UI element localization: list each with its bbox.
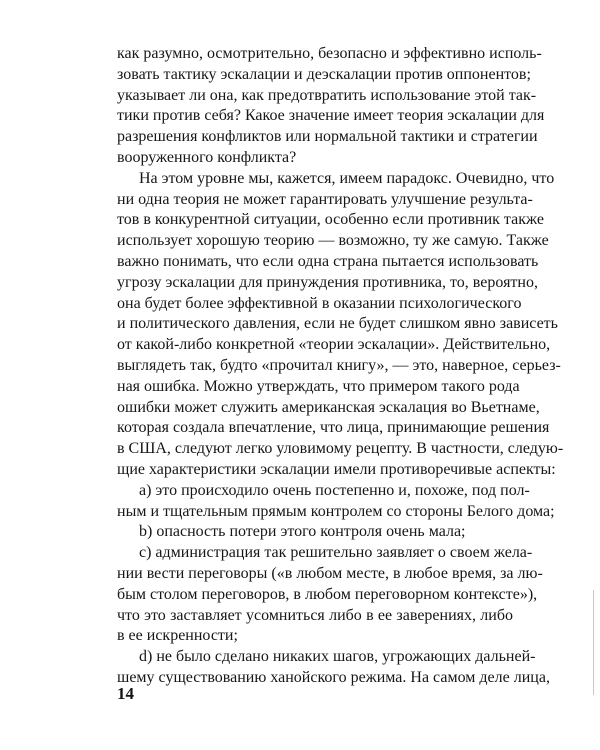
page-edge-shadow bbox=[593, 590, 594, 695]
text-line: вооруженного конфликта? bbox=[117, 148, 297, 166]
text-line: шему существованию ханойского режима. На самом деле лица, bbox=[117, 668, 550, 686]
text-line: в США, следуют легко уловимому рецепту. В частности, следую- bbox=[117, 440, 564, 458]
text-line: важно понимать, что если одна страна пытается использовать bbox=[117, 252, 539, 270]
text-line: тов в конкурентной ситуации, особенно если противник также bbox=[117, 211, 544, 229]
text-line: использует хорошую теорию — возможно, ту же самую. Также bbox=[117, 232, 549, 250]
text-line: тики против себя? Какое значение имеет теория эскалации для bbox=[117, 107, 545, 125]
text-line: ни одна теория не может гарантировать улучшение результа- bbox=[117, 190, 533, 208]
text-line: что это заставляет усомниться либо в ее заверениях, либо bbox=[117, 606, 513, 624]
text-line: выглядеть так, будто «прочитал книгу», — это, наверное, серьез- bbox=[117, 356, 561, 374]
text-line: она будет более эффективной в оказании психологического bbox=[117, 294, 522, 312]
paragraph-start-line: На этом уровне мы, кажется, имеем парадокс. Очевидно, что bbox=[139, 169, 555, 187]
text-line: бым столом переговоров, в любом переговорном контексте»), bbox=[117, 585, 538, 603]
text-line: которая создала впечатление, что лица, принимающие решения bbox=[117, 419, 550, 437]
text-line: угрозу эскалации для принуждения противника, то, вероятно, bbox=[117, 273, 538, 291]
text-line: в ее искренности; bbox=[117, 627, 238, 645]
text-line: от какой-либо конкретной «теории эскалации». Действительно, bbox=[117, 336, 551, 354]
text-line: и политического давления, если не будет слишком явно зависеть bbox=[117, 315, 558, 333]
text-line: как разумно, осмотрительно, безопасно и эффективно исполь- bbox=[117, 45, 542, 62]
list-item-d-line: d) не было сделано никаких шагов, угрожающих дальней- bbox=[139, 648, 536, 666]
text-line: ным и тщательным прямым контролем со стороны Белого дома; bbox=[117, 502, 555, 520]
list-item-b-line: b) опасность потери этого контроля очень мала; bbox=[139, 523, 466, 541]
text-line: указывает ли она, как предотвратить использование этой так- bbox=[117, 86, 537, 104]
text-line: ошибки может служить американская эскалация во Вьетнаме, bbox=[117, 398, 540, 416]
list-item-c-line: c) администрация так решительно заявляет о своем жела- bbox=[139, 544, 533, 562]
text-line: нии вести переговоры («в любом месте, в любое время, за лю- bbox=[117, 564, 543, 582]
body-text bbox=[117, 44, 564, 689]
text-line: щие характеристики эскалации имели противоречивые аспекты: bbox=[117, 460, 556, 478]
text-line: разрешения конфликтов или нормальной тактики и стратегии bbox=[117, 128, 538, 146]
page-number: 14 bbox=[117, 684, 134, 703]
text-line: ная ошибка. Можно утверждать, что примером такого рода bbox=[117, 377, 520, 395]
list-item-a-line: a) это происходило очень постепенно и, похоже, под пол- bbox=[139, 481, 530, 499]
text-line: зовать тактику эскалации и деэскалации против оппонентов; bbox=[117, 65, 531, 83]
